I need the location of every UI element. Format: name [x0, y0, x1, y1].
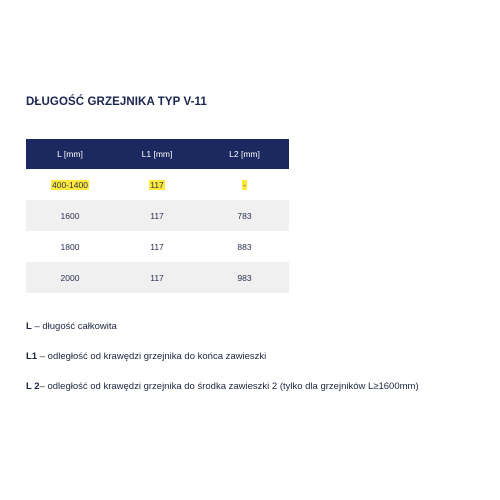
table-cell-l2: [200, 180, 289, 190]
legend-key: L1: [26, 351, 38, 362]
table-cell-l1: 117: [150, 272, 164, 283]
legend-item-l: [26, 321, 117, 332]
table-cell-l2: 983: [237, 272, 252, 283]
table-cell-l: 1600: [60, 210, 80, 221]
table-row: [26, 169, 289, 200]
table-cell-l: 2000: [60, 272, 80, 283]
table-cell-l1: 117: [150, 210, 164, 221]
table-row: [26, 200, 289, 231]
page-title: DŁUGOŚĆ GRZEJNIKA TYP V-11: [26, 96, 207, 108]
highlighted-value: -: [243, 179, 246, 190]
column-header-l: L [mm]: [57, 149, 83, 159]
table-cell-l2: 883: [237, 241, 252, 252]
table-cell-l1: 117: [150, 241, 164, 252]
table-cell-l: [26, 180, 114, 190]
table-cell-l1: [114, 180, 200, 190]
table-row: [26, 262, 289, 293]
column-header-l1: L1 [mm]: [141, 149, 173, 159]
legend-item-l1: [26, 351, 266, 362]
table-header: [26, 139, 289, 169]
column-header-l2: L2 [mm]: [229, 149, 260, 159]
table-row: [26, 231, 289, 262]
legend-text: – odległość od krawędzi grzejnika do środka zawieszki 2 (tylko dla grzejników L≥1600mm): [39, 381, 419, 392]
highlighted-value: 400-1400: [52, 179, 88, 190]
legend-text: – odległość od krawędzi grzejnika do końca zawieszki: [37, 351, 267, 362]
highlighted-value: 117: [150, 179, 164, 190]
dimensions-table: [26, 139, 289, 293]
legend-key: L 2: [26, 381, 40, 392]
legend-key: L: [26, 321, 32, 332]
legend-text: – długość całkowita: [31, 321, 117, 332]
table-cell-l: 1800: [60, 241, 80, 252]
table-cell-l2: 783: [237, 210, 252, 221]
legend-item-l2: [26, 381, 419, 392]
